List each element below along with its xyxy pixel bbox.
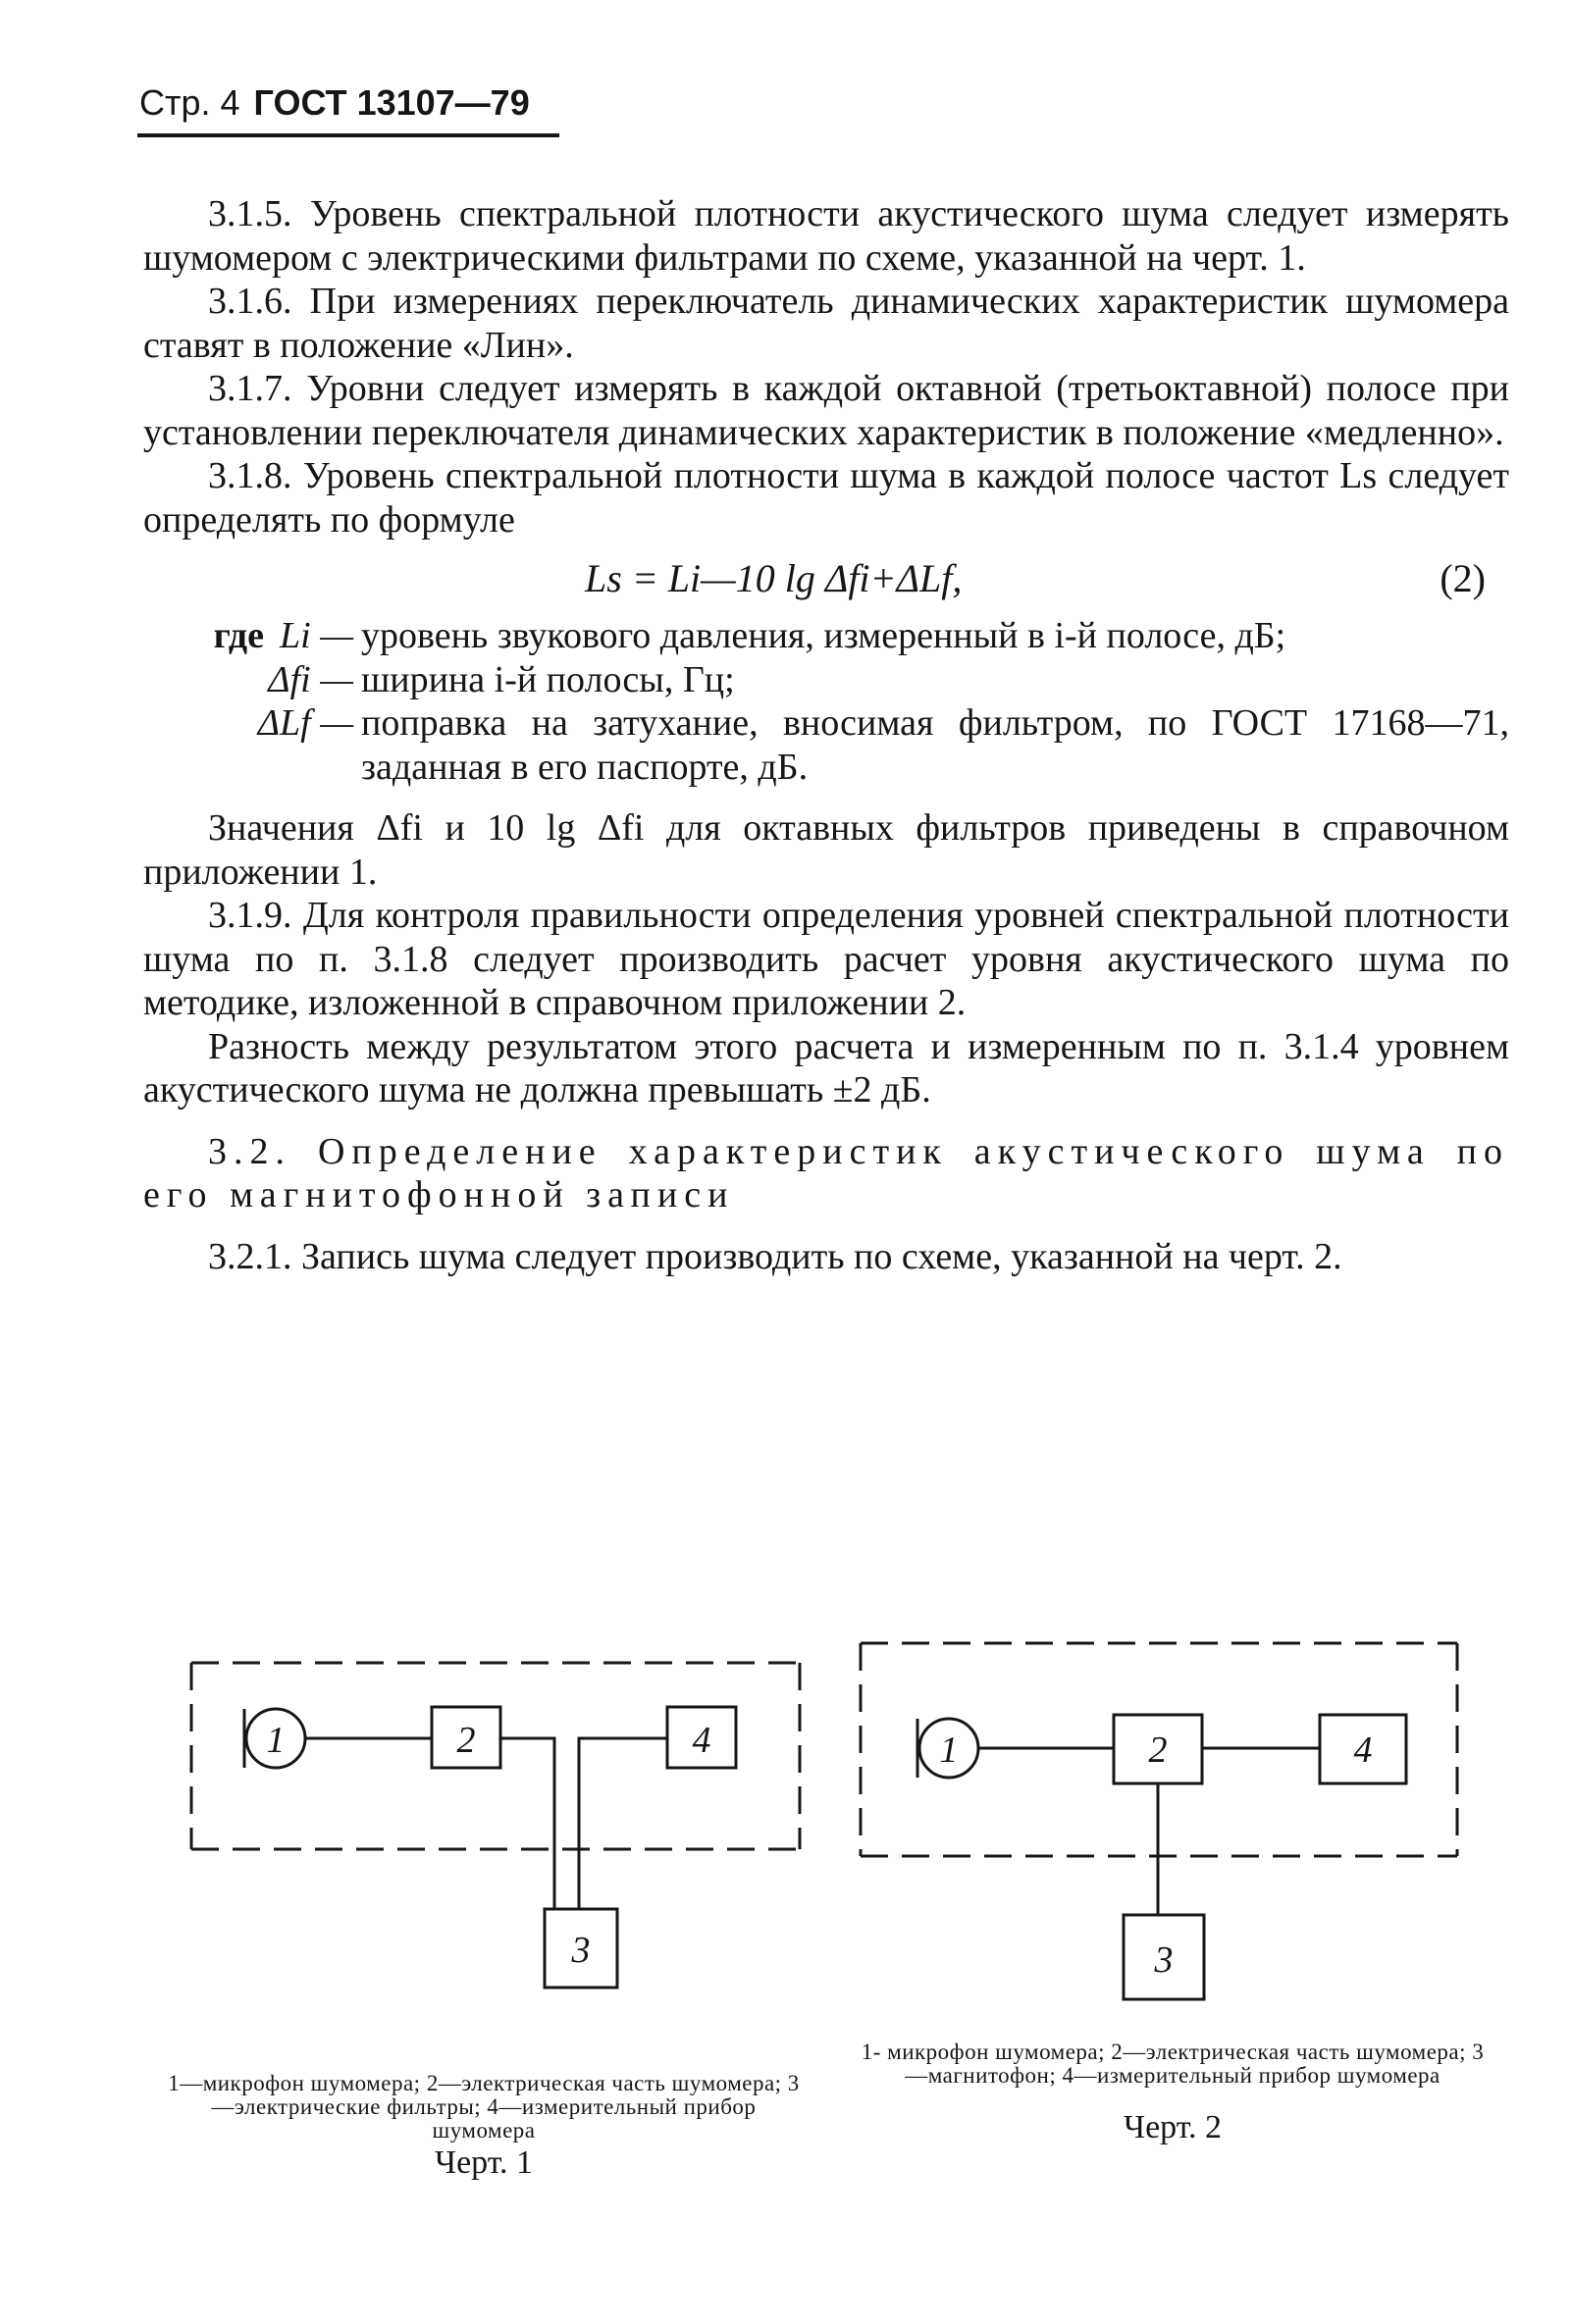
figure-2-title: Черт. 2 [1123,2109,1223,2145]
figure-2-caption: 1- микрофон шумомера; 2—электрическая часть шумомера; 3—магнитофон; 4—измерительный прибор шумомера [861,2040,1485,2088]
paragraph-3-2-1: 3.2.1. Запись шума следует производить по схеме, указанной на черт. 2. [208,1235,1342,1277]
definition-text: поправка на затухание, вносимая фильтром, по ГОСТ 17168—71, заданная в его паспорте, дБ. [361,702,1509,788]
header-rule [137,133,559,137]
label-4: 4 [692,1720,711,1761]
definition-text: уровень звукового давления, измеренный в i-й полосе, дБ; [361,615,1286,656]
definition-symbol: Li — [280,615,353,656]
label-2: 2 [1148,1730,1168,1771]
body-text [143,192,1509,1278]
formula-number: (2) [1440,556,1486,600]
figure-1-caption: 1—микрофон шумомера; 2—электрическая часть шумомера; 3—электрические фильтры; 4—измерительный прибор шумомера [168,2071,800,2143]
definition-item [143,701,1509,789]
paragraph-3-1-9: 3.1.9. Для контроля правильности определения уровней спектральной плотности шума по п. 3.1.8 следует производить расчет уровня акустического шума по методике, изложенной в справочном приложении 2. [143,895,1509,1023]
standard-code: ГОСТ 13107—79 [253,82,530,123]
figure-1-title: Черт. 1 [434,2144,534,2181]
paragraph-3-1-5: 3.1.5. Уровень спектральной плотности акустического шума следует измерять шумомером с электрическими фильтрами по схеме, указанной на черт. 1. [143,193,1509,279]
definition-symbol: ΔLf — [257,702,353,744]
formula-2 [143,551,1509,610]
paragraph-3-1-8: 3.1.8. Уровень спектральной плотности шума в каждой полосе частот Ls следует определять по формуле [143,455,1509,541]
paragraph-difference-note: Разность между результатом этого расчета и измеренным по п. 3.1.4 уровнем акустического шума не должна превышать ±2 дБ. [143,1025,1509,1110]
paragraph-3-1-7: 3.1.7. Уровни следует измерять в каждой октавной (третьоктавной) полосе при установлении переключателя динамических характеристик в положение «медленно». [143,368,1509,453]
connection-line [500,1738,667,1909]
page-header [139,82,530,124]
paragraph-3-1-6: 3.1.6. При измерениях переключатель динамических характеристик шумомера ставят в положение «Лин». [143,281,1509,366]
label-2: 2 [456,1720,476,1761]
definition-item [143,614,1509,658]
label-3: 3 [1154,1939,1174,1981]
label-3: 3 [571,1930,591,1971]
section-3-2-heading: 3.2. Определение характеристик акустического шума по его магнитофонной записи [143,1130,1509,1215]
label-1: 1 [939,1730,959,1771]
page-number: Стр. 4 [139,82,240,123]
definition-item [143,658,1509,702]
label-4: 4 [1353,1730,1373,1771]
definitions-list [143,614,1509,789]
definition-symbol: Δfi — [268,658,353,700]
label-1: 1 [266,1720,286,1761]
where-word: где [213,615,265,656]
figure-2-diagram [849,1628,1487,2011]
formula-expression: Ls = Li—10 lg Δfi+ΔLf, [585,556,963,600]
figure-1-diagram [182,1648,810,2021]
paragraph-values-note: Значения Δfi и 10 lg Δfi для октавных фильтров приведены в справочном приложении 1. [143,807,1509,893]
definition-text: ширина i-й полосы, Гц; [361,658,735,700]
